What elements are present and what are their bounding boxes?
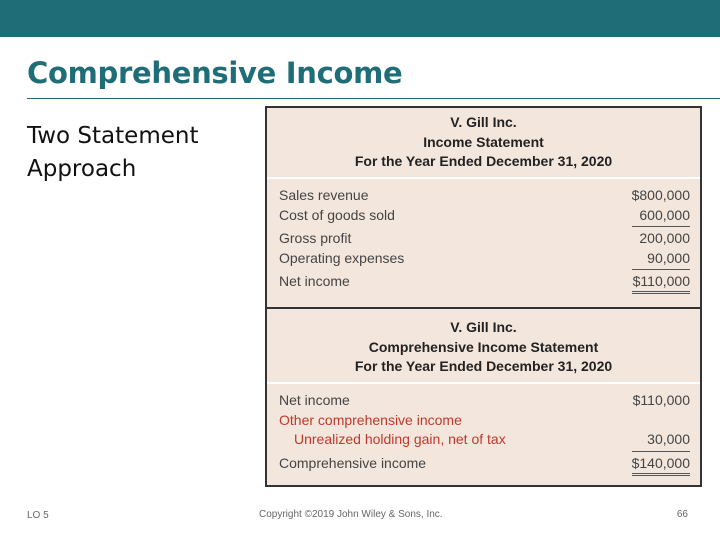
row-amount: 600,000 — [639, 207, 690, 223]
row-label: Sales revenue — [279, 187, 369, 203]
statement-row — [279, 205, 690, 225]
row-amount: $110,000 — [632, 273, 690, 289]
top-banner — [0, 0, 720, 37]
row-label: Operating expenses — [279, 250, 405, 266]
total-double-rule — [632, 475, 690, 476]
approach-label — [27, 120, 257, 186]
statement-row — [279, 228, 690, 248]
header-divider — [267, 177, 700, 179]
row-label: Cost of goods sold — [279, 207, 395, 223]
subtotal-rule — [632, 226, 690, 227]
total-double-rule — [632, 473, 690, 474]
row-amount: $110,000 — [632, 392, 690, 408]
statement-row — [279, 271, 690, 291]
row-amount: $800,000 — [631, 187, 690, 203]
comprehensive-income-statement — [265, 309, 702, 487]
statement-row — [279, 429, 690, 449]
statement-row — [279, 185, 690, 205]
row-amount: $140,000 — [631, 455, 690, 471]
slide-title: Comprehensive Income — [27, 56, 403, 90]
approach-label-line-1: Two Statement — [27, 123, 199, 149]
header-divider — [267, 382, 700, 384]
page-number: 66 — [676, 509, 688, 520]
copyright-notice: Copyright ©2019 John Wiley & Sons, Inc. — [259, 509, 443, 520]
row-amount: 90,000 — [647, 250, 690, 266]
row-amount: 200,000 — [639, 230, 690, 246]
statement-name: Comprehensive Income Statement — [368, 339, 599, 355]
row-label: Net income — [279, 392, 350, 408]
company-name: V. Gill Inc. — [450, 114, 517, 130]
statement-period: For the Year Ended December 31, 2020 — [354, 358, 613, 374]
statement-row — [279, 248, 690, 268]
subtotal-rule — [632, 451, 690, 452]
statement-period: For the Year Ended December 31, 2020 — [354, 153, 613, 169]
learning-objective-label: LO 5 — [27, 510, 49, 521]
total-double-rule — [632, 291, 690, 292]
row-amount: 30,000 — [647, 431, 690, 447]
statement-name: Income Statement — [423, 134, 544, 150]
statement-row — [279, 453, 690, 473]
approach-label-line-2: Approach — [27, 156, 137, 182]
company-name: V. Gill Inc. — [450, 319, 517, 335]
title-underline — [27, 98, 720, 99]
row-label: Other comprehensive income — [279, 412, 462, 428]
row-label: Comprehensive income — [279, 455, 427, 471]
row-label: Gross profit — [279, 230, 352, 246]
row-label: Unrealized holding gain, net of tax — [294, 431, 506, 447]
income-statement — [265, 106, 702, 309]
statement-row — [279, 410, 690, 430]
row-label: Net income — [279, 273, 350, 289]
subtotal-rule — [632, 269, 690, 270]
total-double-rule — [632, 293, 690, 294]
statement-row — [279, 390, 690, 410]
